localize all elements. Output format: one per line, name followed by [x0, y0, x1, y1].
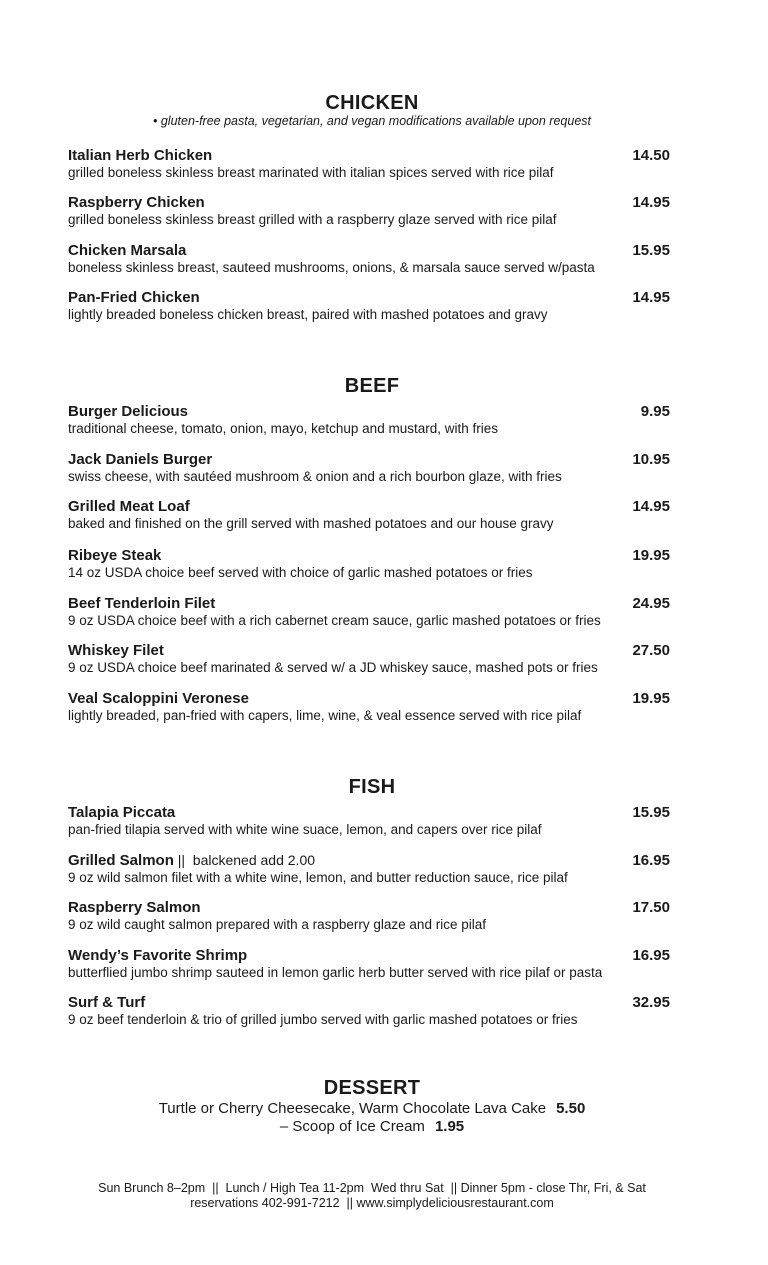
item-addon-note: || balckened add 2.00	[173, 852, 316, 868]
item-price: 17.50	[632, 899, 670, 916]
item-price: 24.95	[632, 595, 670, 612]
menu-item	[68, 899, 672, 939]
menu-item	[68, 642, 672, 682]
item-name: Grilled Meat Loaf	[68, 498, 190, 515]
dessert-heading: DESSERT	[323, 1077, 421, 1099]
item-price: 9.95	[640, 403, 670, 420]
fish-heading: FISH	[348, 776, 396, 798]
item-name: Chicken Marsala	[68, 242, 187, 259]
item-name: Surf & Turf	[68, 994, 146, 1011]
item-description: traditional cheese, tomato, onion, mayo, ketchup and mustard, with fries	[68, 421, 498, 436]
menu-item	[68, 994, 672, 1034]
dessert-items: Turtle or Cherry Cheesecake, Warm Chocolate Lava Cake	[158, 1100, 547, 1117]
dessert-price: 5.50	[556, 1100, 586, 1117]
item-name: Talapia Piccata	[68, 804, 176, 821]
item-name: Jack Daniels Burger	[68, 451, 213, 468]
menu-item	[68, 595, 672, 635]
item-description: 9 oz USDA choice beef with a rich cabernet cream sauce, garlic mashed potatoes or fries	[68, 613, 601, 628]
beef-heading: BEEF	[344, 375, 400, 397]
menu-item	[68, 403, 672, 443]
item-description: lightly breaded, pan-fried with capers, lime, wine, & veal essence served with rice pilaf	[68, 708, 582, 723]
item-description: baked and finished on the grill served with mashed potatoes and our house gravy	[68, 516, 554, 531]
menu-item	[68, 547, 672, 587]
item-description: 9 oz beef tenderloin & trio of grilled jumbo served with garlic mashed potatoes or fries	[68, 1012, 578, 1027]
item-description: grilled boneless skinless breast grilled with a raspberry glaze served with rice pilaf	[68, 212, 557, 227]
dessert-addon-price: 1.95	[434, 1118, 465, 1135]
item-description: 14 oz USDA choice beef served with choice of garlic mashed potatoes or fries	[68, 565, 533, 580]
item-name: Raspberry Salmon	[68, 899, 201, 916]
item-description: butterflied jumbo shrimp sauteed in lemon garlic herb butter served with rice pilaf or pasta	[68, 965, 603, 980]
menu-item	[68, 852, 672, 892]
item-price: 19.95	[632, 690, 670, 707]
menu-item	[68, 690, 672, 730]
item-name-text: Grilled Salmon	[68, 852, 174, 869]
item-price: 16.95	[632, 947, 670, 964]
item-description: pan-fried tilapia served with white wine suace, lemon, and capers over rice pilaf	[68, 822, 542, 837]
item-price: 19.95	[632, 547, 670, 564]
item-name	[68, 852, 315, 869]
item-price: 14.50	[632, 147, 670, 164]
dessert-addon: – Scoop of Ice Cream	[279, 1118, 425, 1135]
menu-item	[68, 451, 672, 491]
item-name: Burger Delicious	[68, 403, 189, 420]
dietary-note: • gluten-free pasta, vegetarian, and vegan modifications available upon request	[153, 114, 591, 128]
item-price: 15.95	[632, 242, 670, 259]
reservations-line: reservations 402-991-7212 || www.simplydeliciousrestaurant.com	[190, 1196, 554, 1210]
item-description: boneless skinless breast, sauteed mushrooms, onions, & marsala sauce served w/pasta	[68, 260, 595, 275]
item-price: 27.50	[632, 642, 670, 659]
item-description: 9 oz wild salmon filet with a white wine, lemon, and butter reduction sauce, rice pilaf	[68, 870, 568, 885]
item-description: 9 oz wild caught salmon prepared with a raspberry glaze and rice pilaf	[68, 917, 486, 932]
menu-item	[68, 947, 672, 987]
item-description: swiss cheese, with sautéed mushroom & onion and a rich bourbon glaze, with fries	[68, 469, 562, 484]
item-name: Whiskey Filet	[68, 642, 164, 659]
item-description: lightly breaded boneless chicken breast, paired with mashed potatoes and gravy	[68, 307, 548, 322]
menu-item	[68, 147, 672, 187]
item-name: Raspberry Chicken	[68, 194, 205, 211]
item-price: 14.95	[632, 289, 670, 306]
item-description: grilled boneless skinless breast marinated with italian spices served with rice pilaf	[68, 165, 554, 180]
item-price: 16.95	[632, 852, 670, 869]
item-name: Italian Herb Chicken	[68, 147, 213, 164]
item-name: Pan-Fried Chicken	[68, 289, 200, 306]
hours-line: Sun Brunch 8–2pm || Lunch / High Tea 11-2pm Wed thru Sat || Dinner 5pm - close Thr, Fri, & Sat	[98, 1181, 646, 1195]
dessert-line-2	[0, 1118, 744, 1135]
menu-item	[68, 242, 672, 282]
item-description: 9 oz USDA choice beef marinated & served w/ a JD whiskey sauce, mashed pots or fries	[68, 660, 598, 675]
item-name: Wendy’s Favorite Shrimp	[68, 947, 248, 964]
item-price: 32.95	[632, 994, 670, 1011]
item-price: 10.95	[632, 451, 670, 468]
menu-item	[68, 289, 672, 329]
item-name: Beef Tenderloin Filet	[68, 595, 216, 612]
menu-item	[68, 498, 672, 538]
item-price: 14.95	[632, 498, 670, 515]
item-name: Veal Scaloppini Veronese	[68, 690, 249, 707]
item-name: Ribeye Steak	[68, 547, 162, 564]
item-price: 15.95	[632, 804, 670, 821]
chicken-heading: CHICKEN	[325, 92, 419, 114]
dessert-line-1	[0, 1100, 744, 1117]
menu-item	[68, 194, 672, 234]
menu-item	[68, 804, 672, 844]
item-price: 14.95	[632, 194, 670, 211]
